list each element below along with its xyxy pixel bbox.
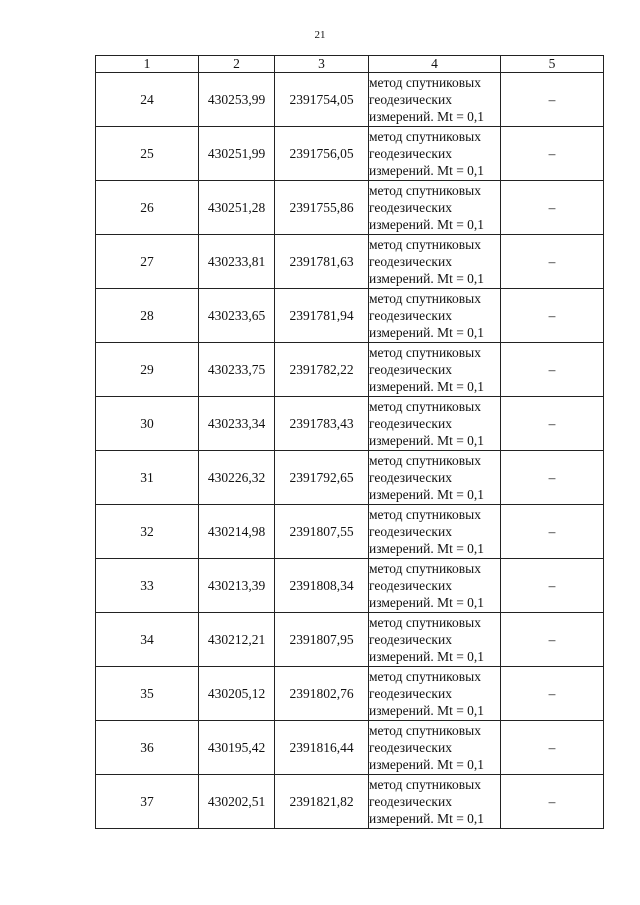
method-line: метод спутниковых — [369, 75, 481, 90]
note-cell: – — [501, 775, 604, 829]
method-line: метод спутниковых — [369, 723, 481, 738]
method-cell — [369, 559, 501, 613]
x-coordinate-cell: 430226,32 — [199, 451, 275, 505]
note-cell: – — [501, 721, 604, 775]
method-line: метод спутниковых — [369, 669, 481, 684]
x-coordinate-cell: 430233,34 — [199, 397, 275, 451]
method-line: геодезических — [369, 794, 452, 809]
table-row — [96, 181, 604, 235]
method-line: метод спутниковых — [369, 507, 481, 522]
method-line: метод спутниковых — [369, 237, 481, 252]
y-coordinate-cell: 2391781,63 — [275, 235, 369, 289]
method-line: метод спутниковых — [369, 183, 481, 198]
column-header-4: 4 — [369, 56, 501, 73]
y-coordinate-cell: 2391808,34 — [275, 559, 369, 613]
method-line: измерений. Mt = 0,1 — [369, 109, 485, 124]
note-cell: – — [501, 235, 604, 289]
point-number-cell: 25 — [96, 127, 199, 181]
method-line: метод спутниковых — [369, 129, 481, 144]
x-coordinate-cell: 430212,21 — [199, 613, 275, 667]
table-row — [96, 343, 604, 397]
note-cell: – — [501, 127, 604, 181]
column-header-3: 3 — [275, 56, 369, 73]
point-number-cell: 34 — [96, 613, 199, 667]
point-number-cell: 24 — [96, 73, 199, 127]
y-coordinate-cell: 2391755,86 — [275, 181, 369, 235]
method-line: измерений. Mt = 0,1 — [369, 487, 485, 502]
method-line: измерений. Mt = 0,1 — [369, 433, 485, 448]
column-header-1: 1 — [96, 56, 199, 73]
point-number-cell: 26 — [96, 181, 199, 235]
note-cell: – — [501, 181, 604, 235]
note-cell: – — [501, 559, 604, 613]
method-line: геодезических — [369, 92, 452, 107]
column-header-2: 2 — [199, 56, 275, 73]
x-coordinate-cell: 430213,39 — [199, 559, 275, 613]
method-line: геодезических — [369, 416, 452, 431]
method-line: измерений. Mt = 0,1 — [369, 163, 485, 178]
method-cell — [369, 289, 501, 343]
y-coordinate-cell: 2391754,05 — [275, 73, 369, 127]
table-row — [96, 397, 604, 451]
method-line: метод спутниковых — [369, 291, 481, 306]
method-line: измерений. Mt = 0,1 — [369, 217, 485, 232]
method-line: метод спутниковых — [369, 345, 481, 360]
y-coordinate-cell: 2391781,94 — [275, 289, 369, 343]
method-line: геодезических — [369, 146, 452, 161]
method-line: геодезических — [369, 686, 452, 701]
x-coordinate-cell: 430251,28 — [199, 181, 275, 235]
method-line: измерений. Mt = 0,1 — [369, 271, 485, 286]
method-line: метод спутниковых — [369, 777, 481, 792]
y-coordinate-cell: 2391792,65 — [275, 451, 369, 505]
method-line: измерений. Mt = 0,1 — [369, 325, 485, 340]
point-number-cell: 37 — [96, 775, 199, 829]
note-cell: – — [501, 451, 604, 505]
method-cell — [369, 721, 501, 775]
y-coordinate-cell: 2391807,55 — [275, 505, 369, 559]
point-number-cell: 28 — [96, 289, 199, 343]
y-coordinate-cell: 2391756,05 — [275, 127, 369, 181]
method-cell — [369, 73, 501, 127]
method-line: геодезических — [369, 578, 452, 593]
table-row — [96, 775, 604, 829]
method-line: измерений. Mt = 0,1 — [369, 757, 485, 772]
page-number: 21 — [314, 29, 326, 41]
method-line: геодезических — [369, 308, 452, 323]
method-cell — [369, 775, 501, 829]
point-number-cell: 35 — [96, 667, 199, 721]
table-row — [96, 451, 604, 505]
table-row — [96, 559, 604, 613]
method-cell — [369, 343, 501, 397]
method-cell — [369, 127, 501, 181]
y-coordinate-cell: 2391821,82 — [275, 775, 369, 829]
x-coordinate-cell: 430233,65 — [199, 289, 275, 343]
method-line: измерений. Mt = 0,1 — [369, 595, 485, 610]
point-number-cell: 36 — [96, 721, 199, 775]
method-line: геодезических — [369, 524, 452, 539]
method-line: геодезических — [369, 200, 452, 215]
note-cell: – — [501, 289, 604, 343]
y-coordinate-cell: 2391816,44 — [275, 721, 369, 775]
method-line: измерений. Mt = 0,1 — [369, 379, 485, 394]
method-line: измерений. Mt = 0,1 — [369, 703, 485, 718]
point-number-cell: 31 — [96, 451, 199, 505]
method-cell — [369, 505, 501, 559]
column-header-5: 5 — [501, 56, 604, 73]
note-cell: – — [501, 505, 604, 559]
table-row — [96, 505, 604, 559]
method-cell — [369, 235, 501, 289]
note-cell: – — [501, 397, 604, 451]
method-line: метод спутниковых — [369, 615, 481, 630]
point-number-cell: 30 — [96, 397, 199, 451]
table-row — [96, 667, 604, 721]
method-line: метод спутниковых — [369, 561, 481, 576]
method-line: геодезических — [369, 362, 452, 377]
method-line: измерений. Mt = 0,1 — [369, 541, 485, 556]
point-number-cell: 33 — [96, 559, 199, 613]
note-cell: – — [501, 73, 604, 127]
table-row — [96, 289, 604, 343]
method-cell — [369, 667, 501, 721]
table-row — [96, 613, 604, 667]
table-body — [96, 73, 604, 829]
note-cell: – — [501, 613, 604, 667]
y-coordinate-cell: 2391782,22 — [275, 343, 369, 397]
point-number-cell: 27 — [96, 235, 199, 289]
method-cell — [369, 451, 501, 505]
method-line: метод спутниковых — [369, 453, 481, 468]
y-coordinate-cell: 2391802,76 — [275, 667, 369, 721]
coordinates-table — [95, 55, 604, 829]
method-cell — [369, 397, 501, 451]
note-cell: – — [501, 667, 604, 721]
method-line: геодезических — [369, 632, 452, 647]
method-line: метод спутниковых — [369, 399, 481, 414]
x-coordinate-cell: 430233,81 — [199, 235, 275, 289]
method-cell — [369, 613, 501, 667]
table-row — [96, 721, 604, 775]
x-coordinate-cell: 430202,51 — [199, 775, 275, 829]
table-header-row — [96, 56, 604, 73]
x-coordinate-cell: 430205,12 — [199, 667, 275, 721]
table-row — [96, 73, 604, 127]
table-row — [96, 127, 604, 181]
note-cell: – — [501, 343, 604, 397]
method-line: измерений. Mt = 0,1 — [369, 649, 485, 664]
x-coordinate-cell: 430214,98 — [199, 505, 275, 559]
x-coordinate-cell: 430251,99 — [199, 127, 275, 181]
method-line: измерений. Mt = 0,1 — [369, 811, 485, 826]
method-line: геодезических — [369, 254, 452, 269]
x-coordinate-cell: 430253,99 — [199, 73, 275, 127]
method-line: геодезических — [369, 470, 452, 485]
y-coordinate-cell: 2391783,43 — [275, 397, 369, 451]
table-row — [96, 235, 604, 289]
method-cell — [369, 181, 501, 235]
y-coordinate-cell: 2391807,95 — [275, 613, 369, 667]
x-coordinate-cell: 430195,42 — [199, 721, 275, 775]
point-number-cell: 32 — [96, 505, 199, 559]
point-number-cell: 29 — [96, 343, 199, 397]
x-coordinate-cell: 430233,75 — [199, 343, 275, 397]
method-line: геодезических — [369, 740, 452, 755]
